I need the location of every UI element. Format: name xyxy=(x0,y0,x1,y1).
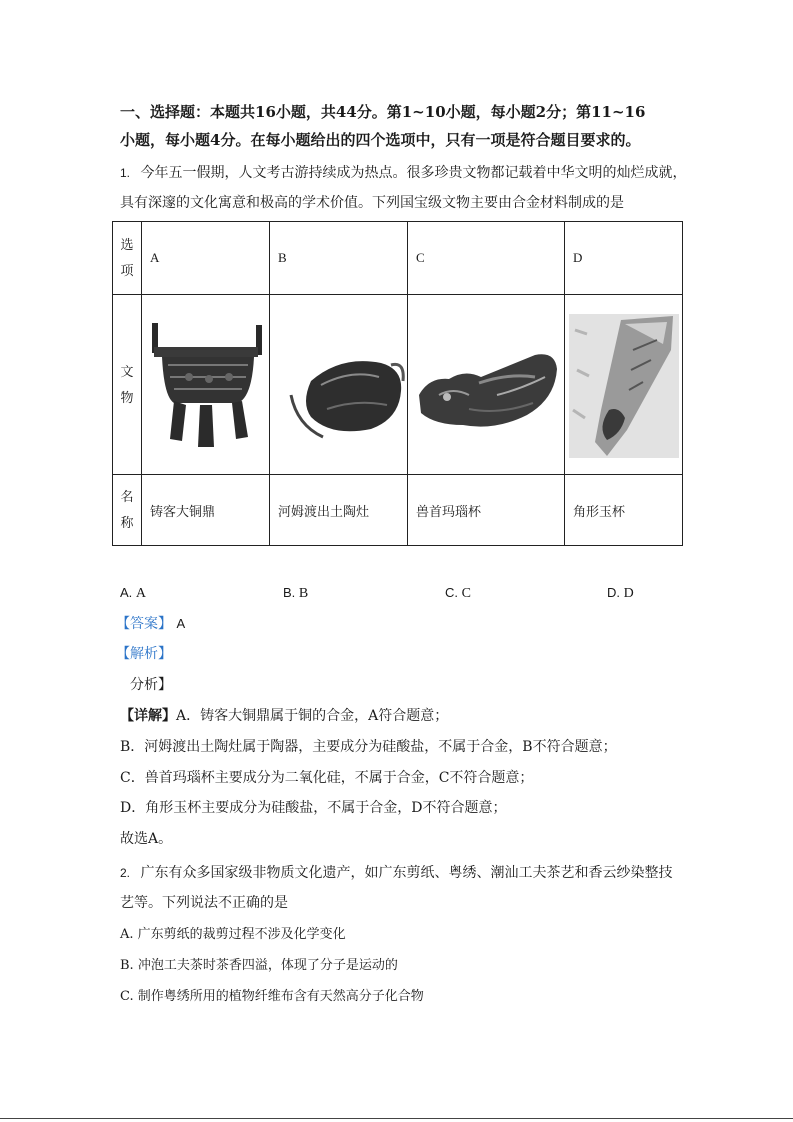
row-header-name: 名 称 xyxy=(113,475,142,546)
table-row-names xyxy=(113,475,683,546)
answer-line xyxy=(116,615,185,633)
artifact-name-d: 角形玉杯 xyxy=(565,475,683,546)
question1-stem-line1 xyxy=(120,164,686,182)
answer-value: A xyxy=(176,616,186,631)
detail-b: B．河姆渡出土陶灶属于陶器，主要成分为硅酸盐，不属于合金，B不符合题意； xyxy=(120,739,617,755)
question2-number: 2. xyxy=(120,866,131,880)
question1-text-line1: 今年五一假期，人文考古游持续成为热点。很多珍贵文物都记载着中华文明的灿烂成就， xyxy=(140,165,687,181)
choice-c: C. C xyxy=(445,585,471,601)
bronze-ding-image xyxy=(144,317,268,453)
pottery-stove-image xyxy=(271,325,407,445)
section-header-line1: 一、选择题：本题共16小题，共44分。第1~10小题，每小题2分；第11~16 xyxy=(120,103,646,121)
question2-option-c: C. 制作粤绣所用的植物纤维布含有天然高分子化合物 xyxy=(120,989,424,1004)
question1-number: 1. xyxy=(120,166,131,180)
option-letter-d: D xyxy=(565,222,683,295)
conclusion: 故选A。 xyxy=(120,831,173,847)
artifact-cell-c xyxy=(408,295,565,475)
artifact-name-c: 兽首玛瑙杯 xyxy=(408,475,565,546)
question2-stem-line2: 艺等。下列说法不正确的是 xyxy=(120,895,288,911)
row-header-artifact: 文 物 xyxy=(113,295,142,475)
question2-option-b: B. 冲泡工夫茶时茶香四溢，体现了分子是运动的 xyxy=(120,958,398,973)
detail-line-a xyxy=(120,707,448,725)
table-row-artifacts xyxy=(113,295,683,475)
detail-c: C．兽首玛瑙杯主要成分为二氧化硅，不属于合金，C不符合题意； xyxy=(120,770,534,786)
choice-b: B. B xyxy=(283,585,309,601)
row-header-option: 选 项 xyxy=(113,222,142,295)
artifact-name-a: 铸客大铜鼎 xyxy=(142,475,270,546)
artifact-cell-a xyxy=(142,295,270,475)
question2-text-line1: 广东有众多国家级非物质文化遗产，如广东剪纸、粤绣、潮汕工夫茶艺和香云纱染整技 xyxy=(140,865,673,881)
choice-a: A. A xyxy=(120,585,147,601)
choice-d: D. D xyxy=(607,585,634,601)
detail-tag: 【详解】 xyxy=(120,708,176,724)
detail-d: D．角形玉杯主要成分为硅酸盐，不属于合金，D不符合题意； xyxy=(120,800,507,816)
artifact-cell-d xyxy=(565,295,683,475)
artifact-table xyxy=(112,221,683,546)
artifact-cell-b xyxy=(270,295,408,475)
option-letter-a: A xyxy=(142,222,270,295)
detail-a: A．铸客大铜鼎属于铜的合金，A符合题意； xyxy=(176,708,449,724)
question2-stem-line1 xyxy=(120,864,672,882)
answer-tag: 【答案】 xyxy=(116,616,172,632)
question1-stem-line2: 具有深邃的文化寓意和极高的学术价值。下列国宝级文物主要由合金材料制成的是 xyxy=(120,195,624,211)
option-letter-c: C xyxy=(408,222,565,295)
artifact-name-b: 河姆渡出土陶灶 xyxy=(270,475,408,546)
option-letter-b: B xyxy=(270,222,408,295)
table-row-options xyxy=(113,222,683,295)
agate-cup-image xyxy=(409,325,563,445)
jade-horn-cup-image xyxy=(567,310,681,460)
analysis-tag: 【解析】 xyxy=(116,646,172,662)
question2-option-a: A. 广东剪纸的裁剪过程不涉及化学变化 xyxy=(120,927,346,942)
section-header-line2: 小题，每小题4分。在每小题给出的四个选项中，只有一项是符合题目要求的。 xyxy=(120,131,641,149)
page-bottom-rule xyxy=(0,1118,793,1119)
analysis-sub: 分析】 xyxy=(130,677,172,693)
